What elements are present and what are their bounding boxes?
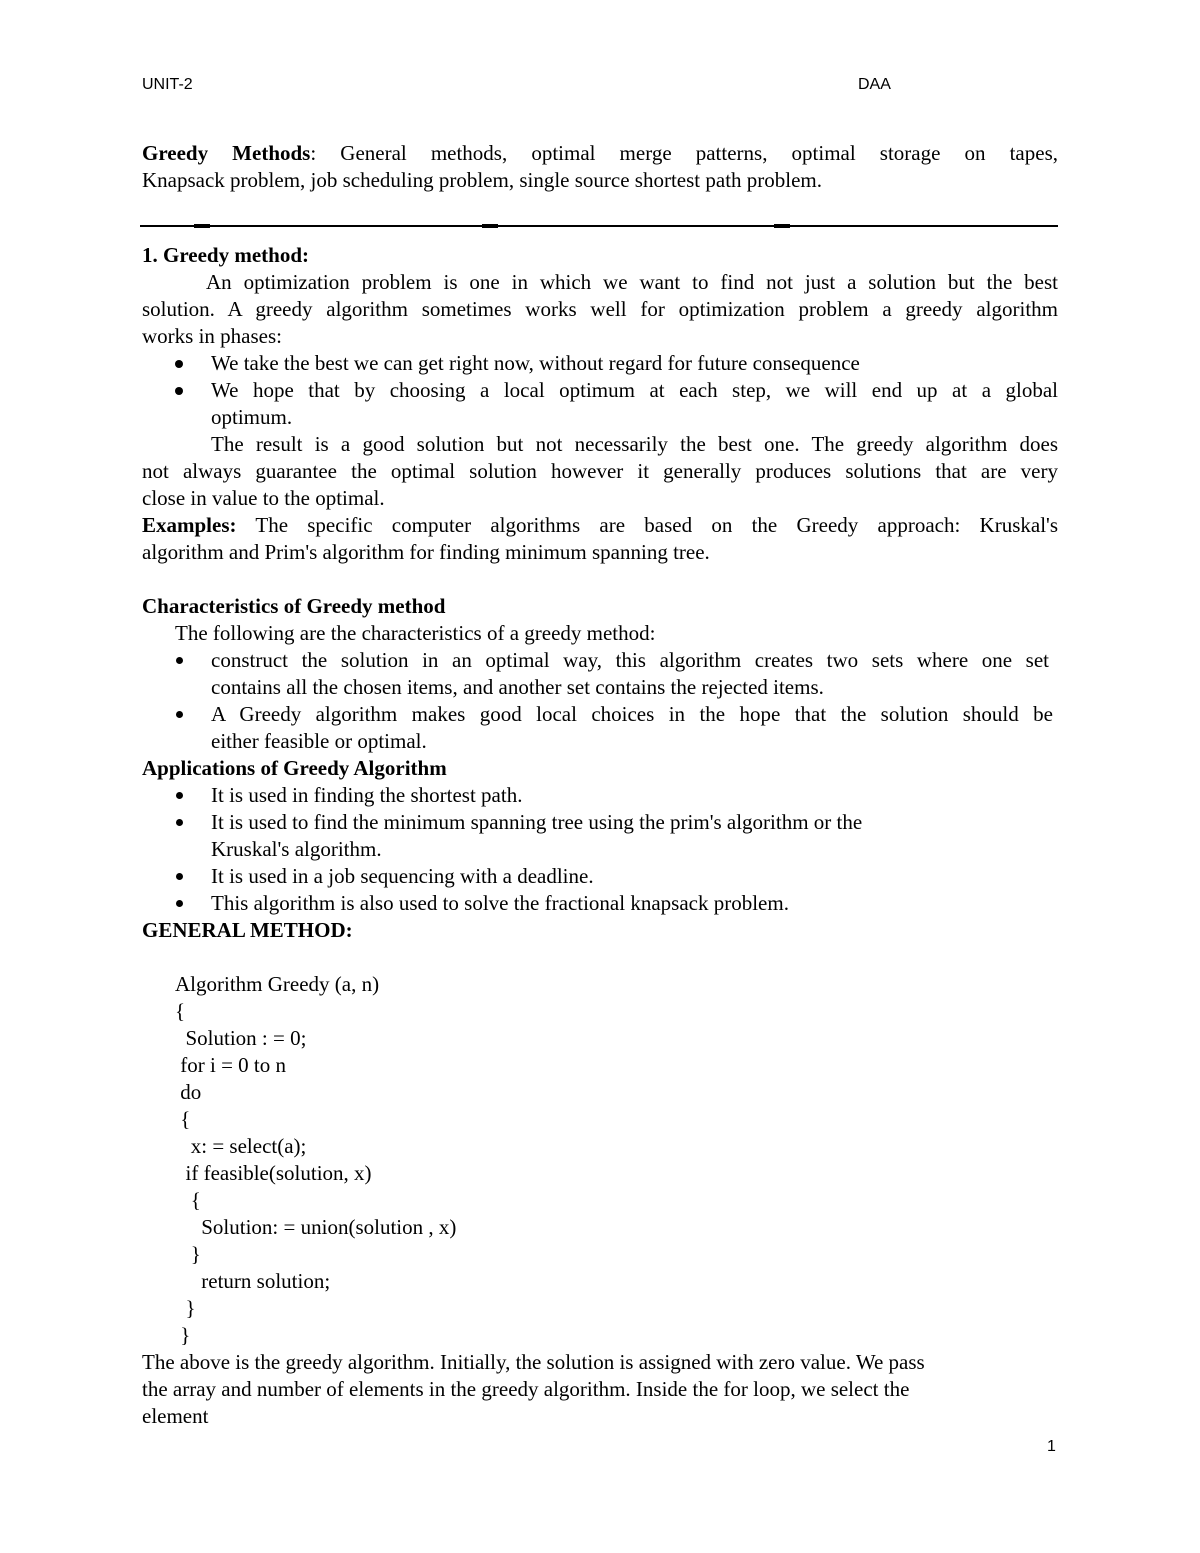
bullet-icon [176, 873, 183, 880]
list-item [142, 782, 1058, 809]
list-item [142, 701, 1058, 755]
document-body [142, 140, 1058, 1430]
code-line: x: = select(a); [175, 1134, 307, 1158]
examples-line-2: algorithm and Prim's algorithm for finding minimum spanning tree. [142, 540, 710, 564]
applications-heading-text: Applications of Greedy Algorithm [142, 756, 447, 780]
code-line: do [175, 1080, 202, 1104]
list-item-text: either feasible or optimal. [211, 729, 427, 753]
result-line: close in value to the optimal. [142, 486, 385, 510]
code-line: for i = 0 to n [175, 1053, 286, 1077]
applications-heading [142, 755, 1058, 782]
bullet-icon [176, 792, 183, 799]
applications-bullets [142, 782, 1058, 917]
rule-tick [774, 224, 790, 228]
para-line: An optimization problem is one in which we want to find not just a solution but the best [206, 270, 1058, 294]
list-item [142, 377, 1058, 431]
intro-line-1 [142, 140, 1058, 167]
list-item-text: contains all the chosen items, and another set contains the rejected items. [211, 675, 824, 699]
examples-label: Examples: [142, 513, 237, 537]
bullet-icon [175, 387, 183, 395]
general-method-heading-text: GENERAL METHOD: [142, 918, 353, 942]
rule-tick [482, 224, 498, 228]
examples-text: The specific computer algorithms are based on the Greedy approach: Kruskal's [236, 513, 1058, 537]
code-line: } [175, 1242, 201, 1266]
intro-label: Greedy Methods [142, 141, 311, 165]
header-left: UNIT-2 [142, 76, 193, 93]
list-item-text: It is used in a job sequencing with a deadline. [211, 864, 594, 888]
greedy-bullets [142, 350, 1058, 431]
section-heading-greedy-method [142, 242, 1058, 269]
code-line: if feasible(solution, x) [175, 1161, 372, 1185]
list-item-text: We hope that by choosing a local optimum at each step, we will end up at a global [211, 378, 1058, 402]
list-item [142, 647, 1058, 701]
result-line: not always guarantee the optimal solution however it generally produces solutions that are very [142, 459, 1058, 483]
list-item-text: construct the solution in an optimal way, this algorithm creates two sets where one set [211, 648, 1049, 672]
intro-line-2: Knapsack problem, job scheduling problem, single source shortest path problem. [142, 168, 823, 192]
rule-line [140, 225, 1058, 227]
result-line: The result is a good solution but not necessarily the best one. The greedy algorithm does [211, 432, 1058, 456]
list-item [142, 890, 1058, 917]
after-code-line: The above is the greedy algorithm. Initially, the solution is assigned with zero value. We pass [142, 1350, 925, 1374]
list-item [142, 350, 1058, 377]
list-item-text: optimum. [211, 405, 293, 429]
para-line: solution. A greedy algorithm sometimes works well for optimization problem a greedy algorithm [142, 297, 1058, 321]
characteristics-intro: The following are the characteristics of a greedy method: [175, 621, 656, 645]
after-code-line: element [142, 1404, 209, 1428]
code-line: } [175, 1323, 191, 1347]
rule-tick [194, 224, 210, 228]
characteristics-heading-text: Characteristics of Greedy method [142, 594, 446, 618]
after-code-line: the array and number of elements in the greedy algorithm. Inside the for loop, we select the [142, 1377, 910, 1401]
header-right: DAA [858, 76, 891, 93]
bullet-icon [176, 900, 183, 907]
horizontal-rule [142, 224, 1058, 228]
code-line: Algorithm Greedy (a, n) [175, 972, 380, 996]
bullet-icon [175, 360, 183, 368]
characteristics-bullets [142, 647, 1058, 755]
code-line: { [175, 999, 186, 1023]
page-number: 1 [1047, 1438, 1056, 1455]
list-item-text: It is used to find the minimum spanning tree using the prim's algorithm or the [211, 810, 863, 834]
code-line: return solution; [175, 1269, 331, 1293]
list-item-text: We take the best we can get right now, without regard for future consequence [211, 351, 860, 375]
list-item-text: A Greedy algorithm makes good local choices in the hope that the solution should be [211, 702, 1053, 726]
code-line: { [175, 1188, 201, 1212]
bullet-icon [176, 819, 183, 826]
code-line: Solution: = union(solution , x) [175, 1215, 457, 1239]
code-line: } [175, 1296, 196, 1320]
examples-line-1 [142, 512, 1058, 539]
list-item-text: This algorithm is also used to solve the fractional knapsack problem. [211, 891, 789, 915]
section-heading-text: 1. Greedy method: [142, 243, 310, 267]
list-item-text: Kruskal's algorithm. [211, 837, 382, 861]
para-line: works in phases: [142, 324, 282, 348]
characteristics-heading [142, 593, 1058, 620]
general-method-heading [142, 917, 1058, 944]
list-item [142, 809, 1058, 863]
code-line: Solution : = 0; [175, 1026, 307, 1050]
algorithm-code-block [142, 971, 1058, 1349]
bullet-icon [176, 657, 183, 664]
code-line: { [175, 1107, 191, 1131]
list-item [142, 863, 1058, 890]
bullet-icon [176, 711, 183, 718]
intro-line-1-text: : General methods, optimal merge patterns, optimal storage on tapes, [310, 141, 1058, 165]
list-item-text: It is used in finding the shortest path. [211, 783, 523, 807]
